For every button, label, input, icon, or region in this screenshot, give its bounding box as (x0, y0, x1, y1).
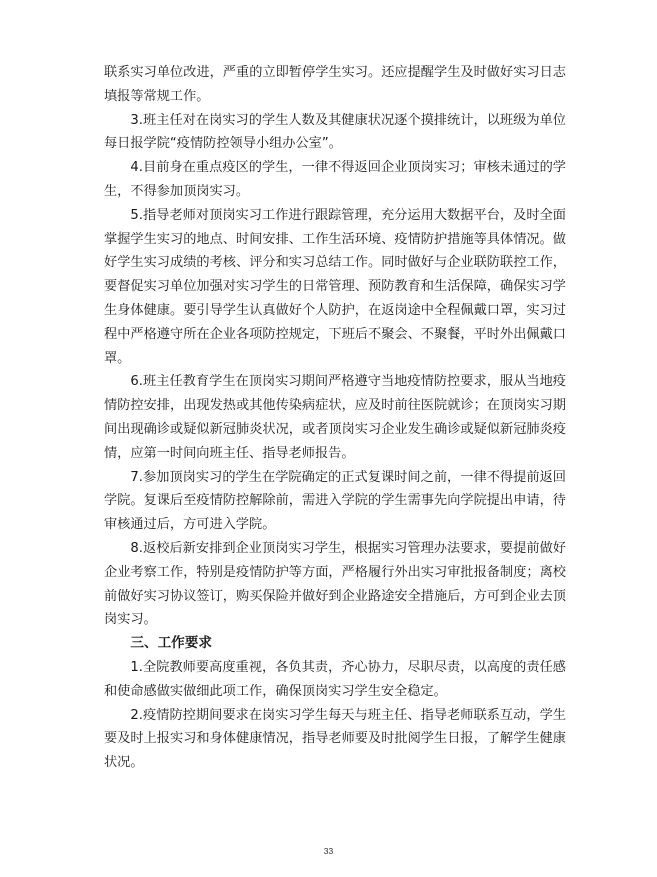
requirement-item-2: 2.疫情防控期间要求在岗实习学生每天与班主任、指导老师联系互动，学生要及时上报实习和身体健康情况，指导老师要及时批阅学生日报，了解学生健康状况。 (104, 707, 566, 771)
paragraph-item-3: 3.班主任对在岗实习的学生人数及其健康状况逐个摸排统计，以班级为单位每日报学院“疫情防控领导小组办公室”。 (104, 112, 566, 152)
requirement-item-1: 1.全院教师要高度重视，各负其责，齐心协力，尽职尽责，以高度的责任感和使命感做实做细此项工作，确保顶岗实习学生安全稳定。 (104, 659, 566, 699)
section-heading: 三、工作要求 (130, 635, 212, 652)
paragraph-item-4: 4.目前身在重点疫区的学生，一律不得返回企业顶岗实习；审核未通过的学生，不得参加顶岗实习。 (104, 160, 566, 199)
paragraph-item-5: 5.指导老师对顶岗实习工作进行跟踪管理，充分运用大数据平台，及时全面掌握学生实习的地点、时间安排、工作生活环境、疫情防护措施等具体情况。做好学生实习成绩的考核、评分和实习总结工作。同时做好与企业联防联控工作，要督促实习单位加强对实习学生的日常管理、预防教育和生活保障，确保实习学生身体健康。要引导学生认真做好个人防护，在返岗途中全程佩戴口罩，实习过程中严格遵守所在企业各项防控规定，下班后不聚会、不聚餐，平时外出佩戴口罩。 (104, 207, 566, 366)
page-number: 33 (323, 846, 334, 856)
paragraph-item-6: 6.班主任教育学生在顶岗实习期间严格遵守当地疫情防控要求，服从当地疫情防控安排，出现发热或其他传染病症状，应及时前往医院就诊；在顶岗实习期间出现确诊或疑似新冠肺炎状况，或者顶岗实习企业发生确诊或疑似新冠肺炎疫情，应第一时间向班主任、指导老师报告。 (104, 374, 566, 461)
body-text (104, 61, 566, 775)
paragraph-continuation: 联系实习单位改进，严重的立即暂停学生实习。还应提醒学生及时做好实习日志填报等常规工作。 (104, 65, 566, 104)
paragraph-item-8: 8.返校后新安排到企业顶岗实习学生，根据实习管理办法要求，要提前做好企业考察工作，特别是疫情防护等方面，严格履行外出实习审批报备制度；离校前做好实习协议签订，购买保险并做好到企业路途安全措施后，方可到企业去顶岗实习。 (104, 540, 566, 628)
paragraph-item-7: 7.参加顶岗实习的学生在学院确定的正式复课时间之前，一律不得提前返回学院。复课后至疫情防控解除前，需进入学院的学生需事先向学院提出申请，待审核通过后，方可进入学院。 (104, 469, 566, 533)
